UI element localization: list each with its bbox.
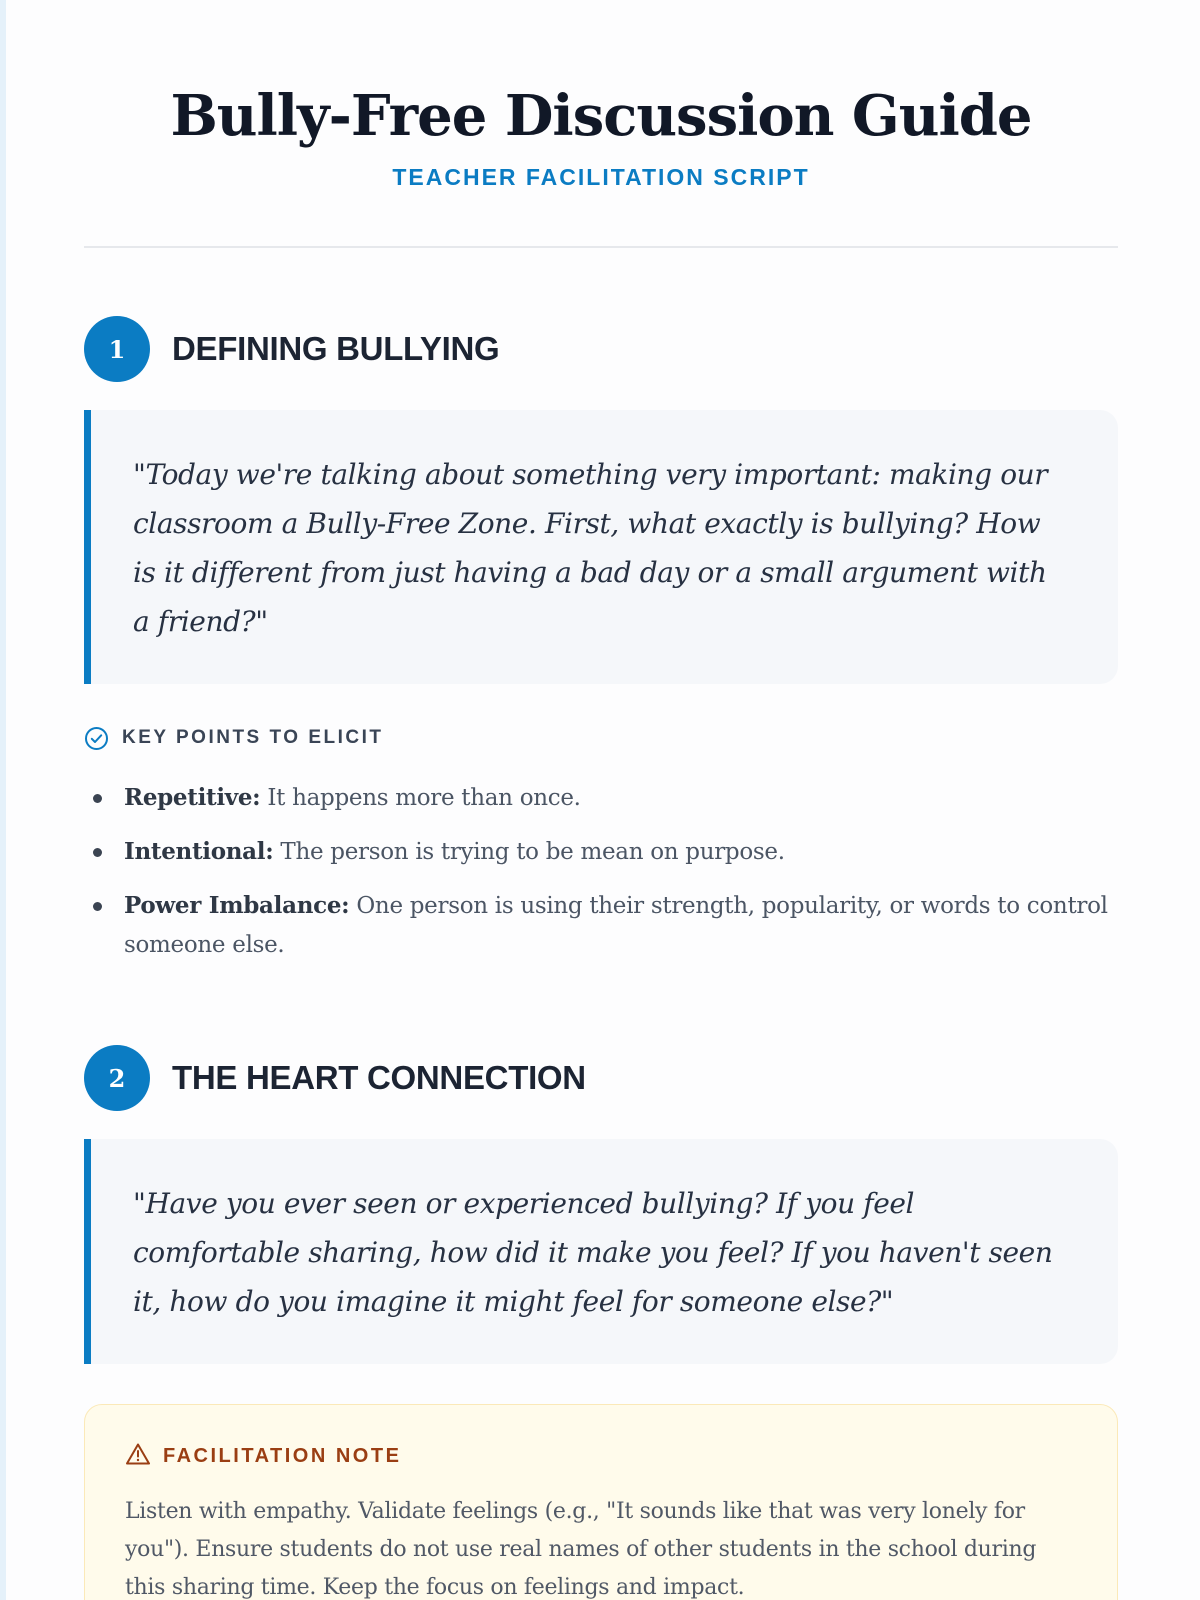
section-1-number-badge: 1	[84, 316, 150, 382]
key-point-item	[84, 886, 1118, 965]
bullet-dot	[93, 848, 102, 857]
key-point-term: Intentional:	[124, 838, 274, 865]
check-circle-icon	[84, 726, 109, 751]
page-subtitle: TEACHER FACILITATION SCRIPT	[392, 164, 810, 190]
section-2-number-badge: 2	[84, 1045, 150, 1111]
facilitation-note-text: Listen with empathy. Validate feelings (e.g., "It sounds like that was very lonely for you"). Ensure students do not use real names of other students in the school during this sharing time. Keep the focus on feelings and impact.	[125, 1499, 1037, 1600]
facilitation-note-box	[84, 1404, 1118, 1600]
key-points-header	[84, 725, 384, 751]
facilitation-note-header	[125, 1441, 1077, 1471]
bullet-dot	[93, 902, 102, 911]
section-1-quote: "Today we're talking about something very important: making our classroom a Bully-Free Zone. First, what exactly is bullying? How is it different from just having a bad day or a small argument with a friend?"	[133, 458, 1048, 638]
warning-triangle-icon	[125, 1442, 151, 1471]
key-points-label: KEY POINTS TO ELICIT	[122, 727, 384, 748]
key-points-list	[84, 778, 1118, 979]
key-point-text: It happens more than once.	[260, 785, 581, 811]
key-point-term: Power Imbalance:	[124, 892, 350, 919]
key-point-item	[84, 778, 1118, 818]
page-title: Bully-Free Discussion Guide	[170, 83, 1032, 149]
section-2-header	[84, 1045, 586, 1111]
section-1-title: DEFINING BULLYING	[172, 330, 500, 367]
section-1-quote-box	[84, 410, 1118, 684]
key-point-text: One person is using their strength, popularity, or words to control someone else.	[124, 893, 1108, 958]
header-divider	[84, 246, 1118, 248]
guide-page	[6, 0, 1200, 1600]
section-2-quote-box	[84, 1139, 1118, 1364]
section-2-title: THE HEART CONNECTION	[172, 1059, 586, 1096]
key-point-term: Repetitive:	[124, 784, 261, 811]
bullet-dot	[93, 794, 102, 803]
facilitation-note-label: FACILITATION NOTE	[163, 1444, 402, 1467]
section-2-quote: "Have you ever seen or experienced bullying? If you feel comfortable sharing, how did it make you feel? If you haven't seen it, how do you imagine it might feel for someone else?"	[133, 1187, 1053, 1318]
section-1-header	[84, 316, 499, 382]
key-point-text: The person is trying to be mean on purpose.	[273, 839, 785, 865]
key-point-item	[84, 832, 1118, 872]
